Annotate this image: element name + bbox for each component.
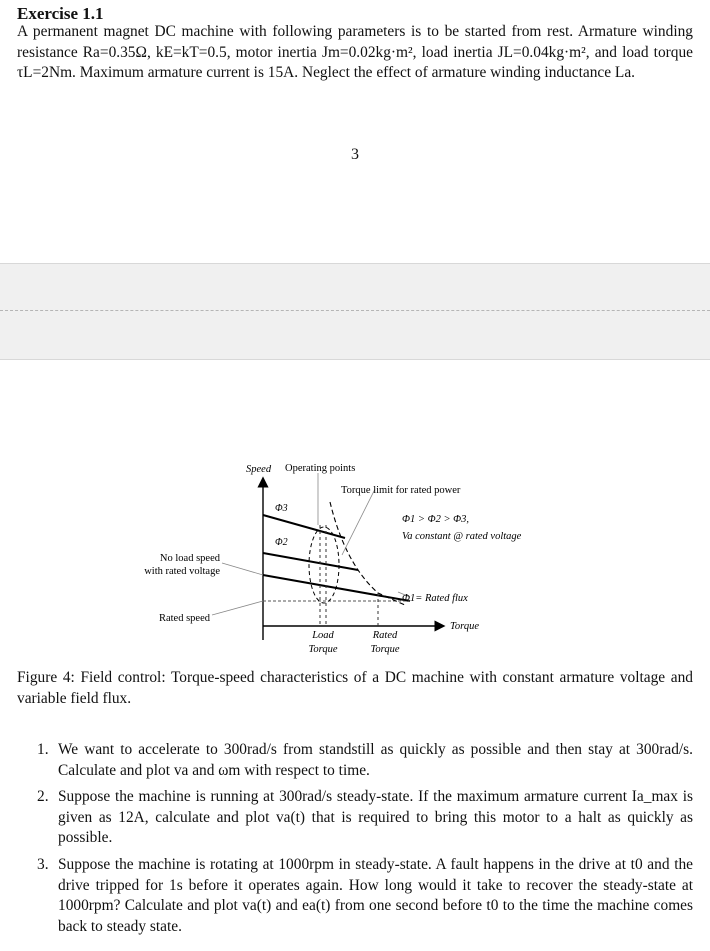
question-number: 2.: [37, 788, 49, 806]
question-item: [17, 787, 693, 849]
question-text: Suppose the machine is running at 300rad/s steady-state. If the maximum armature current Ia_max is given as 12A, calculate and plot va(t) that is required to bring this motor to a halt as quickly as possible.: [58, 788, 693, 847]
phi2-label: Φ2: [275, 537, 288, 548]
rated-torque-label-2: Torque: [370, 644, 400, 655]
phi3-label: Φ3: [275, 503, 288, 514]
page-break: [0, 263, 710, 360]
page-break-line: [0, 310, 710, 311]
exercise-body: A permanent magnet DC machine with following parameters is to be started from rest. Armature winding resistance Ra=0.35Ω, kE=kT=0.5, motor inertia Jm=0.02kg·m², load inertia JL=0.04kg·m², and load torque τL=2Nm. Maximum armature current is 15A. Neglect the effect of armature winding inductance La.: [17, 23, 693, 82]
exercise-title: Exercise 1.1: [17, 4, 104, 23]
load-torque-label-2: Torque: [308, 644, 338, 655]
question-number: 3.: [37, 855, 49, 873]
question-list: [17, 740, 693, 943]
question-text: We want to accelerate to 300rad/s from standstill as quickly as possible and then stay at 300rad/s. Calculate and plot va and ωm with respect to time.: [58, 741, 693, 779]
phi-order-label: Φ1 > Φ2 > Φ3,: [402, 514, 470, 525]
rated-torque-label-1: Rated: [372, 630, 398, 641]
figure-caption: Figure 4: Field control: Torque-speed characteristics of a DC machine with constant armature voltage and variable field flux.: [17, 669, 693, 707]
rated-flux-label: Φ1= Rated flux: [402, 593, 468, 604]
speed-label: Speed: [246, 464, 272, 475]
operating-points-label: Operating points: [285, 463, 356, 474]
va-constant-label: Va constant @ rated voltage: [402, 531, 522, 542]
rated-speed-pointer: [212, 601, 263, 615]
no-load-speed-label-2: with rated voltage: [144, 566, 220, 577]
torque-limit-pointer: [342, 489, 375, 555]
line-phi2: [263, 553, 358, 570]
no-load-speed-label-1: No load speed: [159, 553, 220, 564]
torque-limit-label: Torque limit for rated power: [341, 485, 461, 496]
torque-speed-diagram: [0, 455, 710, 665]
question-item: [17, 740, 693, 781]
page-number: 3: [351, 146, 359, 163]
no-load-pointer: [222, 563, 263, 575]
rated-speed-label: Rated speed: [158, 613, 210, 624]
question-number: 1.: [37, 741, 49, 758]
load-torque-label-1: Load: [312, 630, 334, 641]
question-text: Suppose the machine is rotating at 1000rpm in steady-state. A fault happens in the drive at t0 and the drive tripped for 1s before it operates again. How long would it take to recover the steady-state at 1000rpm? Calculate and plot va(t) and ea(t) from one second before t0 to the time the machine comes back to steady state.: [58, 855, 693, 935]
figure-torque-speed: [0, 455, 710, 665]
page-top: [0, 0, 710, 263]
torque-axis-label: Torque: [450, 621, 479, 632]
question-item: [17, 855, 693, 937]
